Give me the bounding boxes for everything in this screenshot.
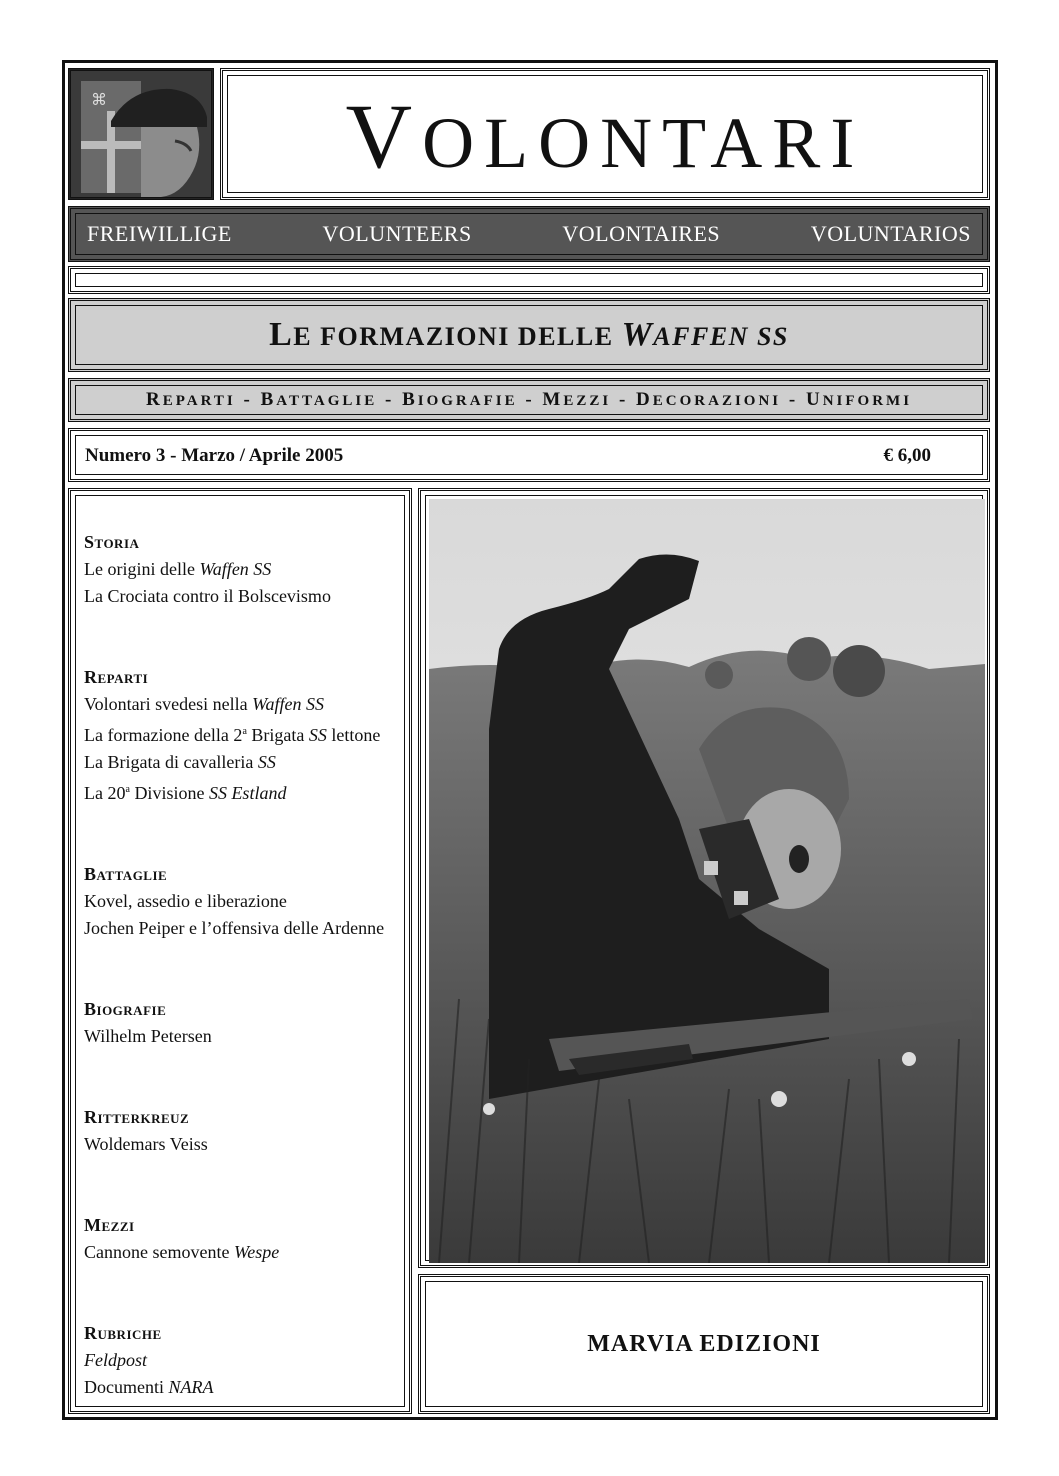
- toc-section: [84, 861, 410, 942]
- toc-section: [84, 1104, 410, 1158]
- cover-photo: [429, 499, 985, 1263]
- languages-bar: [68, 206, 990, 262]
- toc-section: [84, 529, 410, 610]
- toc-item: Jochen Peiper e l’offensiva delle Ardenne: [84, 918, 385, 938]
- category-word: MEZZI: [542, 389, 612, 410]
- language-label: VOLUNTEERS: [322, 221, 472, 246]
- subtitle-rest-1: E FORMAZIONI DELLE: [293, 322, 622, 351]
- toc-item: La Crociata contro il Bolscevismo: [84, 586, 331, 606]
- toc-item: Documenti NARA: [84, 1377, 214, 1397]
- toc-item: Feldpost: [84, 1350, 147, 1370]
- toc-section: [84, 1320, 410, 1401]
- toc-item: Cannone semovente Wespe: [84, 1242, 280, 1262]
- masthead-initial: V: [345, 85, 423, 187]
- category-separator: -: [235, 389, 261, 410]
- category-separator: -: [517, 389, 543, 410]
- toc-section: [84, 1212, 410, 1266]
- soldier-in-grass-photo: [429, 499, 985, 1263]
- issue-label: Numero 3 - Marzo / Aprile 2005: [85, 445, 344, 466]
- categories-line: [146, 389, 912, 411]
- masthead-box: [220, 68, 990, 200]
- publisher-box: [418, 1274, 990, 1414]
- toc-section: [84, 664, 410, 807]
- toc-item: Wilhelm Petersen: [84, 1026, 212, 1046]
- toc-section-heading: Biografie: [84, 999, 167, 1019]
- category-word: BIOGRAFIE: [402, 389, 518, 410]
- subtitle-cap-1: L: [269, 316, 294, 353]
- masthead-rest: OLONTARI: [422, 103, 865, 183]
- subtitle-cap-2: W: [621, 316, 654, 353]
- subtitle-rest-2: AFFEN SS: [653, 322, 789, 351]
- toc-item: La formazione della 2$^a$ Brigata SS lettone: [84, 725, 381, 745]
- logo: [68, 68, 214, 200]
- issue-box: [68, 428, 990, 482]
- issue-price: € 6,00: [883, 445, 931, 466]
- category-word: DECORAZIONI: [636, 389, 782, 410]
- spacer-band: [68, 266, 990, 294]
- categories-box: [68, 378, 990, 422]
- toc-section-heading: Battaglie: [84, 864, 168, 884]
- toc-item: Woldemars Veiss: [84, 1134, 208, 1154]
- toc-section: [84, 996, 410, 1050]
- category-separator: -: [377, 389, 403, 410]
- language-label: VOLONTAIRES: [562, 221, 721, 246]
- category-word: REPARTI: [145, 389, 236, 410]
- toc-item: La Brigata di cavalleria SS: [84, 752, 276, 772]
- toc-section-heading: Reparti: [84, 667, 149, 687]
- languages-row: [71, 209, 987, 259]
- cover-photo-box: [418, 488, 990, 1268]
- toc-section-heading: Storia: [84, 532, 140, 552]
- toc-item: Volontari svedesi nella Waffen SS: [84, 694, 324, 714]
- toc-item: Kovel, assedio e liberazione: [84, 891, 287, 911]
- toc-section-heading: Ritterkreuz: [84, 1107, 190, 1127]
- publisher-name: MARVIA EDIZIONI: [587, 1330, 821, 1357]
- toc-section-heading: Mezzi: [84, 1215, 135, 1235]
- masthead-title: [346, 83, 865, 189]
- category-word: BATTAGLIE: [260, 389, 378, 410]
- toc-item: Le origini delle Waffen SS: [84, 559, 272, 579]
- toc-item: La 20$^a$ Divisione SS Estland: [84, 783, 287, 803]
- helmet-soldier-logo-icon: [71, 71, 214, 200]
- category-separator: -: [611, 389, 637, 410]
- toc-list: [84, 529, 410, 1455]
- category-separator: -: [781, 389, 806, 410]
- toc-section-heading: Rubriche: [84, 1323, 162, 1343]
- table-of-contents: [68, 488, 412, 1414]
- subtitle: [269, 316, 789, 354]
- language-label: FREIWILLIGE: [87, 221, 232, 246]
- subtitle-box: [68, 298, 990, 372]
- language-label: VOLUNTARIOS: [810, 221, 971, 246]
- svg-text:⌘: ⌘: [91, 90, 107, 109]
- category-word: UNIFORMI: [805, 389, 913, 410]
